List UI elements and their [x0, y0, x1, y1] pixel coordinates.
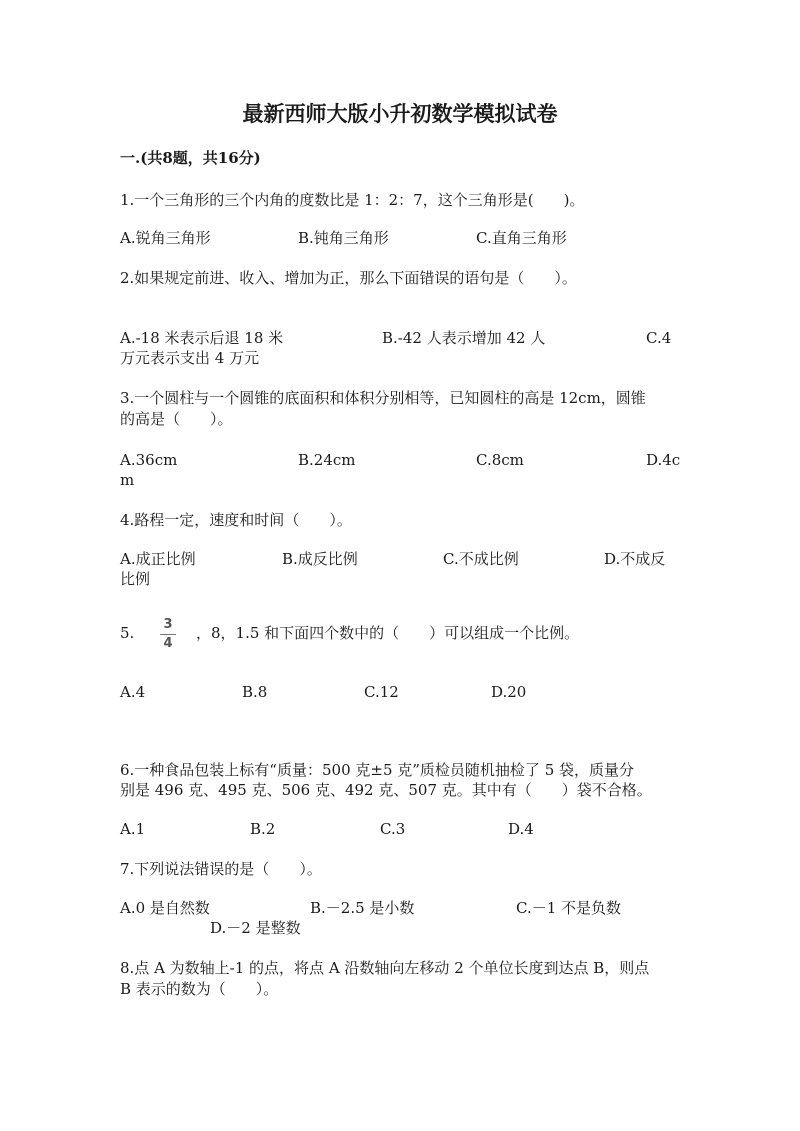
section-heading: 一.(共8题，共16分)	[120, 149, 261, 167]
question-6-option-c: C.3	[380, 820, 406, 838]
question-4-option-a: A.成正比例	[120, 550, 196, 568]
question-3-option-b: B.24cm	[298, 451, 356, 469]
question-8-stem-line2: B 表示的数为（ ）。	[120, 980, 279, 998]
question-3-stem-line2: 的高是（ ）。	[120, 410, 233, 428]
question-7-option-b: B.－2.5 是小数	[310, 899, 415, 917]
question-5-stem: ，8，1.5 和下面四个数中的（ ）可以组成一个比例。	[196, 624, 580, 642]
question-2-option-c: C.4	[646, 329, 672, 347]
question-2-stem: 2.如果规定前进、收入、增加为正，那么下面错误的语句是（ ）。	[120, 269, 577, 287]
question-1-stem: 1.一个三角形的三个内角的度数比是 1：2：7，这个三角形是( )。	[120, 191, 585, 209]
question-7-option-c: C.－1 不是负数	[516, 899, 622, 917]
question-8-stem-line1: 8.点 A 为数轴上-1 的点，将点 A 沿数轴向左移动 2 个单位长度到达点 B，则点	[120, 959, 650, 977]
fraction-denominator: 4	[163, 636, 173, 651]
fraction-numerator: 3	[163, 617, 173, 632]
question-2-option-b: B.-42 人表示增加 42 人	[382, 329, 546, 347]
question-6-option-b: B.2	[250, 820, 276, 838]
question-6-stem-line2: 别是 496 克、495 克、506 克、492 克、507 克。其中有（ ）袋不合格。	[120, 781, 652, 799]
question-4-stem: 4.路程一定，速度和时间（ ）。	[120, 511, 352, 529]
question-4-option-c: C.不成比例	[443, 550, 519, 568]
fraction	[160, 618, 176, 651]
question-4-option-d: D.不成反	[604, 550, 666, 568]
question-6-option-d: D.4	[508, 820, 534, 838]
question-5-option-a: A.4	[120, 683, 146, 701]
fraction-bar	[160, 634, 176, 635]
question-3-option-d-cont: m	[120, 471, 135, 489]
question-1-option-c: C.直角三角形	[476, 229, 567, 247]
question-6-option-a: A.1	[120, 820, 146, 838]
question-4-option-b: B.成反比例	[282, 550, 358, 568]
question-6-stem-line1: 6.一种食品包装上标有“质量：500 克±5 克”质检员随机抽检了 5 袋，质量分	[120, 761, 635, 779]
question-5-option-b: B.8	[242, 683, 268, 701]
question-1-option-b: B.钝角三角形	[298, 229, 389, 247]
question-5-option-c: C.12	[364, 683, 399, 701]
question-7-stem: 7.下列说法错误的是（ ）。	[120, 860, 322, 878]
question-5-option-d: D.20	[491, 683, 527, 701]
question-1-option-a: A.锐角三角形	[120, 229, 211, 247]
question-3-option-c: C.8cm	[476, 451, 524, 469]
question-5-number: 5.	[120, 624, 135, 642]
question-4-option-d-cont: 比例	[120, 570, 151, 588]
question-7-option-d: D.－2 是整数	[210, 919, 301, 937]
question-7-option-a: A.0 是自然数	[120, 899, 210, 917]
question-2-option-c-cont: 万元表示支出 4 万元	[120, 349, 260, 367]
question-3-option-a: A.36cm	[120, 451, 178, 469]
page-title: 最新西师大版小升初数学模拟试卷	[242, 101, 558, 126]
question-3-option-d: D.4c	[646, 451, 681, 469]
question-2-option-a: A.-18 米表示后退 18 米	[120, 329, 284, 347]
question-3-stem-line1: 3.一个圆柱与一个圆锥的底面积和体积分别相等，已知圆柱的高是 12cm，圆锥	[120, 389, 646, 407]
